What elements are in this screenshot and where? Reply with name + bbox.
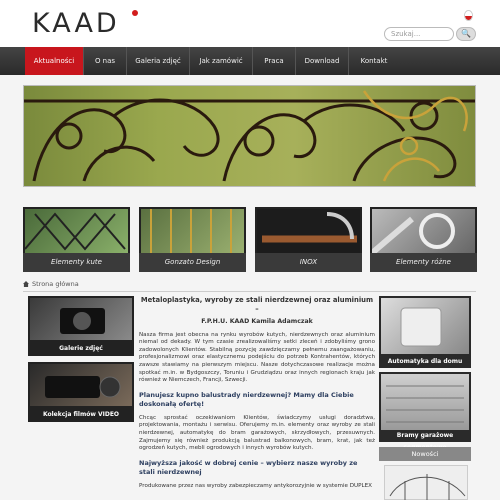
logo[interactable]: KAAD bbox=[32, 8, 120, 39]
intro-paragraph: Nasza firma jest obecna na rynku wyrobów kutych, nierdzewnych oraz aluminium niemal od dekady. W tym czasie zrealizowaliśmy setki zleceń i zdobyliśmy grono zadowolonych Klientów. Stabilną pozycję zawdzięczamy pełnemu zaangażowaniu, profesjonalizmowi oraz elastycznemu podejściu do potrzeb Kontrahentów, których zawsze stawiamy na pierwszym miejscu. Nasze dotychczasowe realizacje można spotkać m.in. w Bydgoszczy, Toruniu i Grudziądzu oraz innych regionach kraju jak również w Niemczech, Francji, Szwecji. bbox=[139, 331, 375, 384]
main-content bbox=[139, 296, 375, 490]
thumb-elementy-rozne[interactable]: Elementy różne bbox=[370, 207, 477, 272]
main-nav bbox=[0, 47, 500, 75]
nav-item-download[interactable]: Download bbox=[304, 57, 340, 65]
search-input[interactable]: Szukaj... bbox=[384, 27, 454, 41]
box-automatyka[interactable]: Automatyka dla domu bbox=[379, 296, 471, 368]
hero-banner bbox=[23, 85, 476, 187]
box-galerie-zdjec[interactable]: Galerie zdjęć bbox=[28, 296, 134, 356]
quality-paragraph: Produkowane przez nas wyroby zabezpieczamy antykorozyjnie w systemie DUPLEX bbox=[139, 482, 373, 489]
nav-item-o-nas[interactable]: O nas bbox=[94, 57, 116, 65]
offer-paragraph: Chcąc sprostać oczekiwaniom Klientów, świadczymy usługi doradztwa, projektowania, montażu i serwisu. Oferujemy m.in. elementy oraz wyroby ze stali nierdzewnej, automatykę do bram garażowych, skrzydłowych, przesuwnych. Zajmujemy się również produkcją balustrad balkonowych, bram, krat, jak też ogrodzeń kutych, mebli ogrodowych i innych wyrobów kutych. bbox=[139, 414, 375, 452]
company-name: F.P.H.U. KAAD Kamila Adamczak bbox=[201, 318, 313, 325]
news-image[interactable] bbox=[384, 465, 468, 500]
nav-item-jak-zamowic[interactable]: Jak zamówić bbox=[199, 57, 243, 65]
search-button[interactable]: 🔍 bbox=[456, 27, 476, 41]
breadcrumb[interactable]: Strona główna bbox=[23, 280, 79, 288]
polish-flag-icon[interactable] bbox=[464, 10, 473, 21]
nav-item-praca[interactable]: Praca bbox=[264, 57, 284, 65]
page-title: Metaloplastyka, wyroby ze stali nierdzewnej oraz aluminium – bbox=[140, 296, 374, 313]
box-bramy-garazowe[interactable]: Bramy garażowe bbox=[379, 372, 471, 442]
balustrade-thumb-image bbox=[141, 209, 244, 253]
wrought-iron-gate-image bbox=[24, 86, 476, 187]
section-heading-balustrady: Planujesz kupno balustrady nierdzewnej? Mamy dla Ciebie doskonałą ofertę! bbox=[139, 390, 354, 408]
box-kolekcja-video[interactable]: Kolekcja filmów VIDEO bbox=[28, 362, 134, 422]
camera-image bbox=[30, 298, 132, 340]
header bbox=[0, 0, 500, 47]
nav-item-kontakt[interactable]: Kontakt bbox=[360, 57, 388, 65]
gear-thumb-image bbox=[372, 209, 475, 253]
thumb-inox[interactable]: INOX bbox=[255, 207, 362, 272]
gate-motor-image bbox=[381, 298, 469, 354]
section-heading-jakosc: Najwyższa jakość w dobrej cenie – wybierz nasze wyroby ze stali nierdzewnej bbox=[139, 458, 358, 476]
logo-dot-icon bbox=[132, 10, 138, 16]
divider bbox=[23, 291, 476, 292]
thumb-gonzato-design[interactable]: Gonzato Design bbox=[139, 207, 246, 272]
garage-door-image bbox=[381, 374, 469, 430]
handrail-thumb-image bbox=[257, 209, 360, 253]
news-heading: Nowości bbox=[379, 447, 471, 461]
category-thumbs bbox=[0, 207, 500, 272]
railing-image bbox=[385, 466, 469, 500]
nav-item-galeria[interactable]: Galeria zdjęć bbox=[135, 57, 181, 65]
thumb-elementy-kute[interactable]: Elementy kute bbox=[23, 207, 130, 272]
home-icon bbox=[23, 281, 29, 287]
gate-thumb-image bbox=[25, 209, 128, 253]
nav-item-aktualnosci[interactable]: Aktualności bbox=[25, 47, 83, 75]
video-camera-image bbox=[30, 364, 132, 406]
